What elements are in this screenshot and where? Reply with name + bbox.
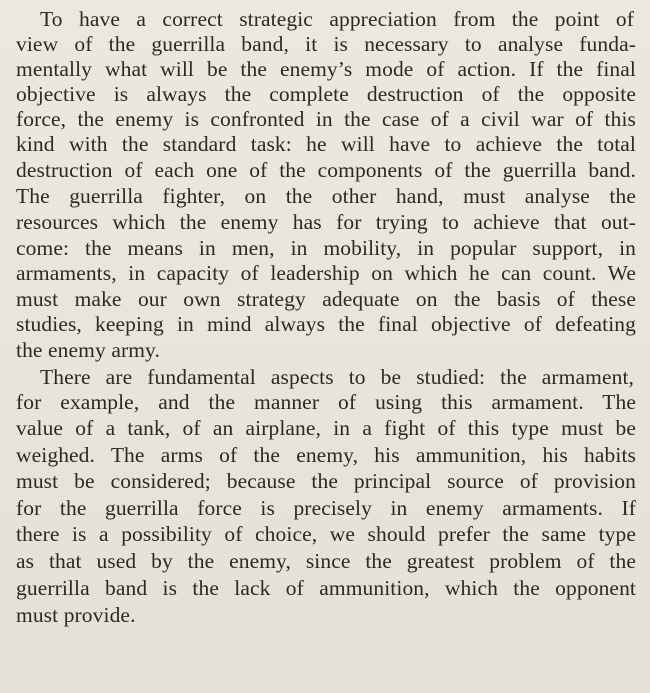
text-line: for the guerrilla force is precisely in enemy armaments. If (16, 496, 636, 520)
text-line: objective is always the complete destruction of the opposite (16, 82, 636, 106)
text-line: armaments, in capacity of leadership on which he can count. We (16, 261, 636, 285)
text-line: To have a correct strategic appreciation from the point of (40, 7, 634, 31)
text-line: for example, and the manner of using this armament. The (16, 390, 636, 414)
text-line: studies, keeping in mind always the final objective of defeating (16, 312, 636, 336)
text-line: force, the enemy is confronted in the case of a civil war of this (16, 107, 636, 131)
text-line: destruction of each one of the components of the guerrilla band. (16, 158, 636, 182)
text-line: guerrilla band is the lack of ammunition, which the opponent (16, 576, 636, 600)
text-line: kind with the standard task: he will have to achieve the total (16, 132, 636, 156)
text-line: resources which the enemy has for trying to achieve that out- (16, 210, 636, 234)
text-line: must provide. (16, 603, 136, 627)
text-line: view of the guerrilla band, it is necessary to analyse funda- (16, 32, 636, 56)
text-line: as that used by the enemy, since the greatest problem of the (16, 549, 636, 573)
text-line: There are fundamental aspects to be studied: the armament, (40, 365, 634, 389)
text-line: mentally what will be the enemy’s mode of action. If the final (16, 57, 636, 81)
text-line: value of a tank, of an airplane, in a fight of this type must be (16, 416, 636, 440)
text-line: must be considered; because the principal source of provision (16, 469, 636, 493)
text-line: weighed. The arms of the enemy, his ammunition, his habits (16, 443, 636, 467)
text-line: must make our own strategy adequate on the basis of these (16, 287, 636, 311)
text-line: come: the means in men, in mobility, in popular support, in (16, 236, 636, 260)
text-line: there is a possibility of choice, we should prefer the same type (16, 522, 636, 546)
text-line: the enemy army. (16, 338, 160, 362)
text-line: The guerrilla fighter, on the other hand, must analyse the (16, 184, 636, 208)
